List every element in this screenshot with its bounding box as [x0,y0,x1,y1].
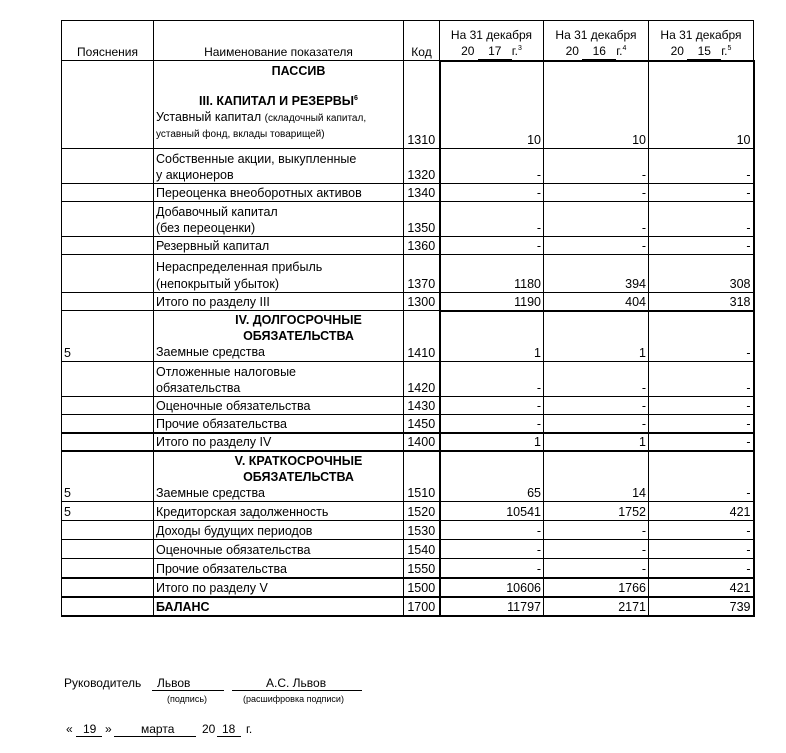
cell-text: Заемные средства [156,345,265,359]
cell-text: 6 [354,94,358,102]
table-cell: 1370 [404,255,440,293]
date-day: 19 [83,722,97,736]
table-row [62,255,754,293]
table-cell: 10 [649,61,754,149]
col-code-header: Код [404,21,440,61]
signer-signature: Львов [157,676,191,690]
cell-text [156,109,401,127]
table-cell: 1340 [404,184,440,202]
cell-text: обязательства [156,381,241,395]
col-year1-header [440,21,544,61]
table-cell: 308 [649,255,754,293]
table-cell: - [544,397,649,415]
date-month: марта [141,722,175,736]
table-cell [62,255,154,293]
cell-text: На 31 декабря [555,27,637,42]
table-cell: - [544,184,649,202]
table-row [62,451,754,502]
table-cell: - [649,362,754,397]
table-cell: - [649,540,754,559]
table-cell: - [649,415,754,433]
section5-heading-b: ОБЯЗАТЕЛЬСТВА [243,469,354,484]
table-cell: 1 [440,433,544,451]
table-cell: - [544,415,649,433]
table-cell: 1430 [404,397,440,415]
table-cell: 1510 [404,451,440,502]
cell-text: г. [511,43,519,58]
table-row [62,415,754,433]
table-cell: 1350 [404,202,440,237]
cell-text: 4 [622,44,627,52]
cell-text: На 31 декабря [450,27,533,42]
full-name-caption: (расшифровка подписи) [243,694,344,704]
cell-text: Добавочный капитал [156,205,278,219]
table-cell: - [544,149,649,184]
table-cell: - [649,521,754,540]
table-cell: 421 [649,578,754,597]
table-cell: - [440,237,544,255]
table-cell: 1420 [404,362,440,397]
cell-text [442,43,541,60]
cell-text: г. [616,43,623,58]
table-cell: 394 [544,255,649,293]
table-row [62,362,754,397]
table-cell: - [649,311,754,362]
table-cell: 1180 [440,255,544,293]
table-cell: Итого по разделу IV [154,433,404,451]
cell-text: III. КАПИТАЛ И РЕЗЕРВЫ [199,94,355,108]
table-cell: - [440,184,544,202]
passiv-heading: ПАССИВ [271,64,326,78]
table-cell: Прочие обязательства [154,559,404,578]
table-cell: 739 [649,597,754,616]
table-cell: Резервный капитал [154,237,404,255]
table-cell: 1360 [404,237,440,255]
table-row [62,521,754,540]
table-cell [62,362,154,397]
cell-text: 3 [518,44,522,52]
table-cell: - [649,149,754,184]
table-cell: - [544,521,649,540]
table-cell: - [544,362,649,397]
cell-text: Собственные акции, выкупленные [156,152,357,166]
balance-total-row [62,597,754,616]
header-row [62,21,754,61]
table-cell [154,202,404,237]
table-cell: - [544,559,649,578]
table-cell [154,61,404,149]
table-cell: 11797 [440,597,544,616]
table-cell: 2171 [544,597,649,616]
table-cell: 10606 [440,578,544,597]
table-cell: 1320 [404,149,440,184]
table-cell: Оценочные обязательства [154,540,404,559]
section3-heading [156,93,401,109]
table-cell: Оценочные обязательства [154,397,404,415]
balance-table [61,20,755,617]
table-cell [154,255,404,293]
cell-text [156,79,401,93]
table-cell: 1700 [404,597,440,616]
table-cell: - [440,362,544,397]
table-cell: 10 [440,61,544,149]
table-cell: 5 [62,502,154,521]
table-cell: - [649,433,754,451]
table-cell: 1540 [404,540,440,559]
table-cell: 1500 [404,578,440,597]
date-year-prefix: 20 [202,722,216,736]
table-row [62,559,754,578]
table-cell: - [544,540,649,559]
table-cell: - [440,521,544,540]
table-row [62,311,754,362]
cell-text: 16 [582,43,616,60]
table-cell: 1410 [404,311,440,362]
table-row [62,397,754,415]
cell-text: уставный фонд, вклады товарищей) [156,129,325,140]
table-cell: 10541 [440,502,544,521]
table-cell: - [440,559,544,578]
table-cell [62,521,154,540]
table-cell: 1 [440,311,544,362]
cell-text [651,43,751,60]
table-cell [62,237,154,255]
total-row [62,578,754,597]
table-cell [62,61,154,149]
table-cell: Прочие обязательства [154,415,404,433]
total-row [62,293,754,311]
table-cell: 1190 [440,293,544,311]
table-cell: - [649,559,754,578]
col-notes-header: Пояснения [62,21,154,61]
date-year-suffix: г. [246,722,253,736]
table-cell: 1 [544,311,649,362]
table-cell: 10 [544,61,649,149]
table-cell: - [440,540,544,559]
table-cell: - [649,237,754,255]
table-cell: 1530 [404,521,440,540]
day-line [76,736,102,737]
table-row [62,502,754,521]
cell-text: На 31 декабря [660,27,742,42]
table-cell: 14 [544,451,649,502]
table-row [62,202,754,237]
table-cell: - [544,237,649,255]
table-cell: БАЛАНС [154,597,404,616]
table-cell [154,311,404,362]
table-cell: - [649,451,754,502]
date-quote-open: « [66,722,73,736]
cell-text: 20 [565,43,579,58]
cell-text: 15 [687,43,721,60]
table-cell: 1550 [404,559,440,578]
table-cell: - [649,184,754,202]
table-row [62,61,754,149]
table-cell: - [440,202,544,237]
table-cell [62,202,154,237]
cell-text: 17 [478,43,512,60]
table-cell [62,415,154,433]
table-cell: - [440,415,544,433]
section4-heading-b: ОБЯЗАТЕЛЬСТВА [243,329,354,343]
table-cell: 1752 [544,502,649,521]
signature-line [152,690,224,691]
table-cell: Итого по разделу III [154,293,404,311]
table-cell: 421 [649,502,754,521]
signer-role: Руководитель [64,676,142,690]
table-cell: - [649,202,754,237]
section5-heading-a: V. КРАТКОСРОЧНЫЕ [234,453,363,468]
table-cell: 1 [544,433,649,451]
table-cell: - [649,397,754,415]
table-cell [62,540,154,559]
table-cell: 5 [62,451,154,502]
table-cell: Итого по разделу V [154,578,404,597]
table-cell: 1520 [404,502,440,521]
table-cell: 1300 [404,293,440,311]
cell-text: Заемные средства [156,485,265,500]
table-cell [154,451,404,502]
cell-text: Уставный капитал [156,110,265,124]
table-cell: Переоценка внеоборотных активов [154,184,404,202]
cell-text: Нераспределенная прибыль [156,260,323,274]
cell-text [546,43,646,60]
cell-text: г. [721,43,728,58]
cell-text: 5 [727,44,732,52]
table-cell: Кредиторская задолженность [154,502,404,521]
month-line [114,736,196,737]
table-cell [62,397,154,415]
table-cell: 318 [649,293,754,311]
table-cell [62,149,154,184]
table-cell: 1400 [404,433,440,451]
table-cell: 5 [62,311,154,362]
table-cell: Доходы будущих периодов [154,521,404,540]
total-row [62,433,754,451]
cell-text: Отложенные налоговые [156,365,297,379]
table-cell [62,293,154,311]
date-year: 18 [222,722,236,736]
table-cell: 1450 [404,415,440,433]
table-cell [62,559,154,578]
section4-heading-a: IV. ДОЛГОСРОЧНЫЕ [235,313,362,327]
table-cell [62,597,154,616]
cell-text: (без переоценки) [156,221,256,235]
table-cell: 1766 [544,578,649,597]
full-name-line [232,690,362,691]
table-row [62,184,754,202]
cell-text: (непокрытый убыток) [156,277,280,291]
table-cell [154,149,404,184]
table-cell [154,362,404,397]
table-cell: 404 [544,293,649,311]
table-row [62,540,754,559]
cell-text: 20 [670,43,684,58]
cell-text: (складочный капитал, [264,113,367,124]
table-row [62,237,754,255]
year-line [217,736,241,737]
table-cell [62,184,154,202]
table-cell: - [544,202,649,237]
cell-text: у акционеров [156,168,234,182]
cell-text: 20 [461,43,475,58]
table-cell: 1310 [404,61,440,149]
table-cell: 65 [440,451,544,502]
signer-full-name: А.С. Львов [266,676,327,690]
table-cell [62,578,154,597]
col-name-header: Наименование показателя [154,21,404,61]
table-row [62,149,754,184]
col-year3-header [649,21,754,61]
table-cell: - [440,149,544,184]
signature-caption: (подпись) [167,694,208,704]
table-cell [62,433,154,451]
col-year2-header [544,21,649,61]
table-cell: - [440,397,544,415]
date-quote-close: » [105,722,112,736]
